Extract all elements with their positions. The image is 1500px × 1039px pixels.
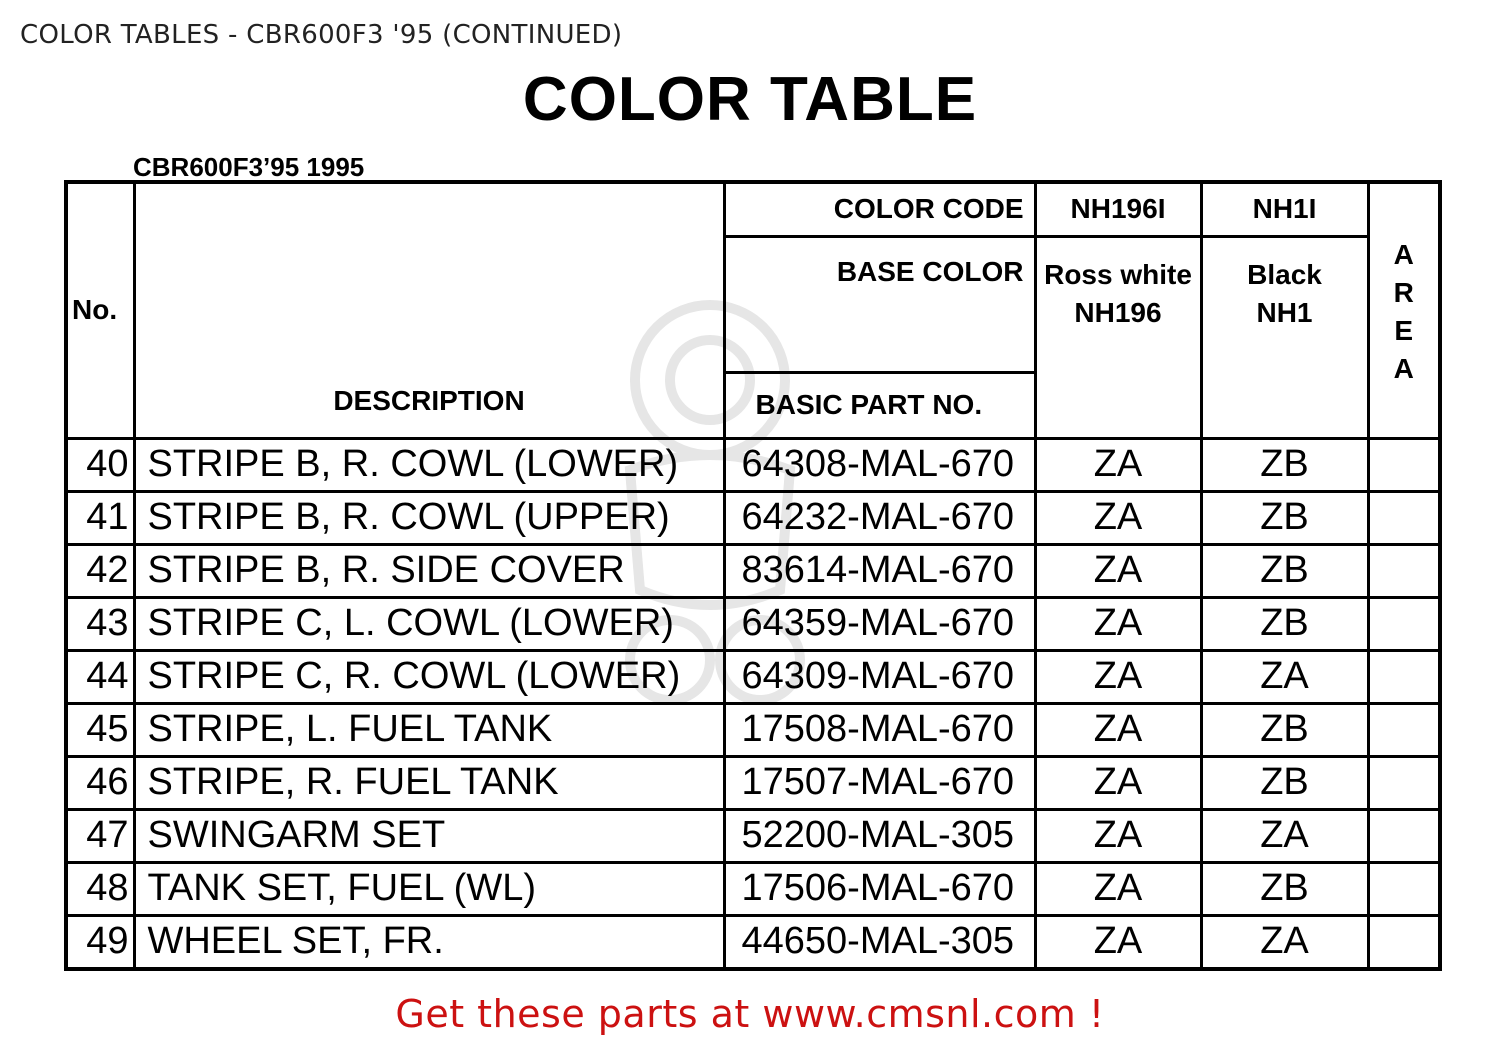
page-title: COLOR TABLE <box>522 65 978 134</box>
row-code-nh1: ZB <box>1201 597 1368 650</box>
row-description: STRIPE B, R. COWL (LOWER) <box>134 438 724 491</box>
color-name-nh1 <box>1201 236 1368 438</box>
row-code-nh1: ZA <box>1201 650 1368 703</box>
row-code-nh196: ZA <box>1035 756 1201 809</box>
row-part-number: 17508-MAL-670 <box>724 703 1035 756</box>
row-description: SWINGARM SET <box>134 809 724 862</box>
row-code-nh1: ZB <box>1201 703 1368 756</box>
color-code-nh196i: NH196I <box>1035 182 1201 236</box>
color-name: Black <box>1247 258 1322 290</box>
table-row <box>66 862 1440 915</box>
row-code-nh1: ZB <box>1201 862 1368 915</box>
row-no: 44 <box>66 650 134 703</box>
row-description: STRIPE B, R. SIDE COVER <box>134 544 724 597</box>
row-code-nh1: ZB <box>1201 544 1368 597</box>
row-part-number: 44650-MAL-305 <box>724 915 1035 969</box>
row-no: 45 <box>66 703 134 756</box>
row-part-number: 64308-MAL-670 <box>724 438 1035 491</box>
row-no: 42 <box>66 544 134 597</box>
row-area <box>1368 438 1440 491</box>
row-code-nh196: ZA <box>1035 809 1201 862</box>
row-part-number: 64359-MAL-670 <box>724 597 1035 650</box>
row-area <box>1368 756 1440 809</box>
row-area <box>1368 650 1440 703</box>
row-part-number: 64309-MAL-670 <box>724 650 1035 703</box>
row-area <box>1368 703 1440 756</box>
page-header: COLOR TABLES - CBR600F3 '95 (CONTINUED) <box>20 20 623 50</box>
row-description: TANK SET, FUEL (WL) <box>134 862 724 915</box>
row-part-number: 83614-MAL-670 <box>724 544 1035 597</box>
row-code-nh196: ZA <box>1035 862 1201 915</box>
row-no: 40 <box>66 438 134 491</box>
row-description: STRIPE B, R. COWL (UPPER) <box>134 491 724 544</box>
area-letter: A <box>1393 353 1414 384</box>
row-area <box>1368 915 1440 969</box>
row-no: 49 <box>66 915 134 969</box>
header-no: No. <box>66 182 134 438</box>
header-basic-part-no: BASIC PART NO. <box>724 372 1035 438</box>
header-area <box>1368 182 1440 438</box>
row-code-nh1: ZB <box>1201 756 1368 809</box>
table-row <box>66 544 1440 597</box>
model-label: CBR600F3’95 1995 <box>133 152 365 182</box>
row-code-nh1: ZA <box>1201 809 1368 862</box>
promo-link[interactable]: Get these parts at www.cmsnl.com ! <box>395 992 1105 1036</box>
row-area <box>1368 544 1440 597</box>
row-description: STRIPE, R. FUEL TANK <box>134 756 724 809</box>
row-code-nh196: ZA <box>1035 703 1201 756</box>
color-table <box>64 180 1442 971</box>
row-code-nh196: ZA <box>1035 544 1201 597</box>
row-no: 46 <box>66 756 134 809</box>
row-no: 47 <box>66 809 134 862</box>
row-no: 48 <box>66 862 134 915</box>
table-row <box>66 756 1440 809</box>
row-description: STRIPE C, L. COWL (LOWER) <box>134 597 724 650</box>
header-description: DESCRIPTION <box>134 182 724 438</box>
row-part-number: 52200-MAL-305 <box>724 809 1035 862</box>
color-base: NH196 <box>1074 296 1162 328</box>
color-name: Ross white <box>1044 258 1192 290</box>
area-letter: A <box>1393 239 1414 270</box>
row-code-nh196: ZA <box>1035 438 1201 491</box>
table-row <box>66 915 1440 969</box>
table-row <box>66 491 1440 544</box>
row-description: WHEEL SET, FR. <box>134 915 724 969</box>
area-letter: R <box>1393 277 1414 308</box>
row-description: STRIPE C, R. COWL (LOWER) <box>134 650 724 703</box>
row-code-nh196: ZA <box>1035 491 1201 544</box>
row-area <box>1368 809 1440 862</box>
row-area <box>1368 491 1440 544</box>
area-letter: E <box>1394 315 1414 346</box>
row-area <box>1368 597 1440 650</box>
table-row <box>66 597 1440 650</box>
row-code-nh196: ZA <box>1035 650 1201 703</box>
row-no: 41 <box>66 491 134 544</box>
row-code-nh1: ZB <box>1201 438 1368 491</box>
table-row <box>66 438 1440 491</box>
header-base-color: BASE COLOR <box>724 236 1035 372</box>
row-area <box>1368 862 1440 915</box>
row-no: 43 <box>66 597 134 650</box>
row-code-nh196: ZA <box>1035 597 1201 650</box>
color-base: NH1 <box>1256 296 1313 328</box>
row-part-number: 17507-MAL-670 <box>724 756 1035 809</box>
row-code-nh1: ZA <box>1201 915 1368 969</box>
row-part-number: 64232-MAL-670 <box>724 491 1035 544</box>
table-row <box>66 809 1440 862</box>
header-color-code: COLOR CODE <box>724 182 1035 236</box>
row-part-number: 17506-MAL-670 <box>724 862 1035 915</box>
row-description: STRIPE, L. FUEL TANK <box>134 703 724 756</box>
table-row <box>66 650 1440 703</box>
row-code-nh196: ZA <box>1035 915 1201 969</box>
table-row <box>66 703 1440 756</box>
row-code-nh1: ZB <box>1201 491 1368 544</box>
color-code-nh1i: NH1I <box>1201 182 1368 236</box>
color-name-nh196 <box>1035 236 1201 438</box>
